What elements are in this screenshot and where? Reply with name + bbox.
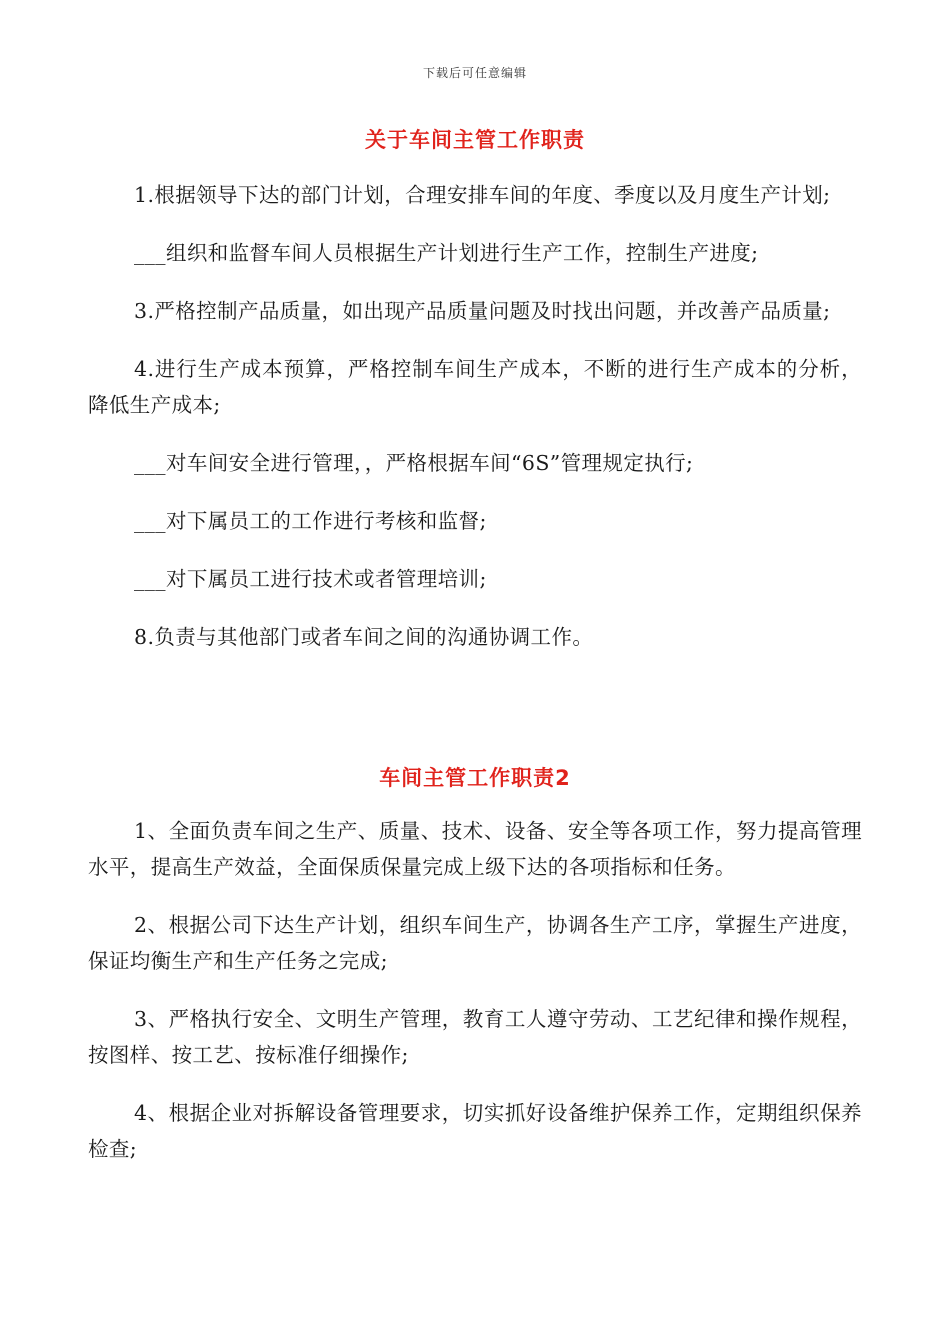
section2-paragraph-3: 3、严格执行安全、文明生产管理，教育工人遵守劳动、工艺纪律和操作规程，按图样、按工艺、按标准仔细操作;	[88, 1007, 862, 1067]
section2-paragraph-2: 2、根据公司下达生产计划，组织车间生产，协调各生产工序，掌握生产进度，保证均衡生产和生产任务之完成;	[88, 913, 862, 973]
section1-paragraph-6: ___对下属员工的工作进行考核和监督;	[134, 509, 487, 533]
section1-title: 关于车间主管工作职责	[365, 128, 585, 152]
section1-paragraph-3: 3.严格控制产品质量，如出现产品质量问题及时找出问题，并改善产品质量;	[134, 299, 831, 323]
section1-paragraph-2: ___组织和监督车间人员根据生产计划进行生产工作，控制生产进度;	[134, 241, 759, 265]
section1-paragraph-4: 4.进行生产成本预算，严格控制车间生产成本，不断的进行生产成本的分析，降低生产成本;	[88, 357, 862, 417]
section2-paragraph-1: 1、全面负责车间之生产、质量、技术、设备、安全等各项工作，努力提高管理水平，提高生产效益，全面保质保量完成上级下达的各项指标和任务。	[88, 819, 862, 879]
section2-title: 车间主管工作职责2	[379, 766, 571, 790]
section1-paragraph-1: 1.根据领导下达的部门计划，合理安排车间的年度、季度以及月度生产计划;	[134, 183, 831, 207]
header-note: 下载后可任意编辑	[422, 66, 527, 80]
section1-paragraph-5: ___对车间安全进行管理，，严格根据车间“6S”管理规定执行;	[134, 451, 694, 475]
section1-paragraph-7: ___对下属员工进行技术或者管理培训;	[134, 567, 487, 591]
section1-paragraph-8: 8.负责与其他部门或者车间之间的沟通协调工作。	[134, 625, 594, 649]
section1-body	[88, 177, 862, 655]
section2-body	[88, 813, 862, 1167]
section2-paragraph-4: 4、根据企业对拆解设备管理要求，切实抓好设备维护保养工作，定期组织保养检查;	[88, 1101, 862, 1161]
